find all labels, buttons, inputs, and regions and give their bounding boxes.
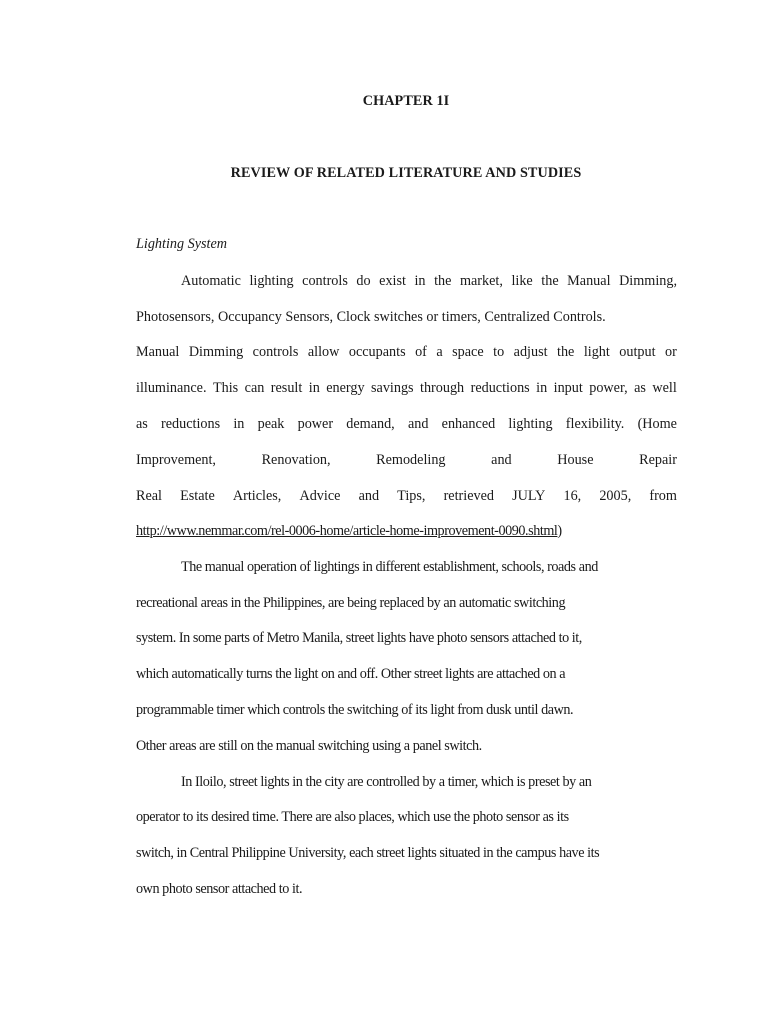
word: Dimming, (619, 273, 677, 289)
word: 16, (563, 488, 582, 504)
paragraph1-line1 (136, 271, 677, 291)
word: through (420, 380, 465, 396)
word: Articles, (232, 488, 282, 504)
word: the (434, 273, 452, 289)
word: allow (307, 344, 340, 360)
paragraph2-line5: programmable timer which controls the switching of its light from dusk until dawn. (136, 702, 574, 718)
word: lighting (249, 273, 294, 289)
reference-link[interactable]: http://www.nemmar.com/rel-0006-home/article-home-improvement-0090.shtml (136, 523, 558, 539)
chapter-title: CHAPTER 1I (362, 93, 450, 109)
paragraph3-line3: switch, in Central Philippine University, each street lights situated in the campus have its (136, 845, 600, 861)
word: Estate (180, 488, 215, 504)
word: Remodeling (376, 452, 446, 468)
paragraph3-line1: In Iloilo, street lights in the city are controlled by a timer, which is preset by an (181, 774, 592, 790)
word: in (308, 380, 320, 396)
word: as (634, 380, 646, 396)
word: and (491, 452, 512, 468)
word: like (511, 273, 533, 289)
paragraph1-line4 (136, 378, 677, 398)
word: or (665, 344, 677, 360)
word: result (270, 380, 303, 396)
word: adjust (513, 344, 548, 360)
word: in (233, 416, 245, 432)
word: Real (136, 488, 162, 504)
word: House (557, 452, 594, 468)
word: retrieved (443, 488, 494, 504)
paragraph2-line3: system. In some parts of Metro Manila, street lights have photo sensors attached to it, (136, 630, 582, 646)
word: from (649, 488, 677, 504)
paragraph1-line5 (136, 414, 677, 434)
word: Dimming (188, 344, 244, 360)
paragraph1-line6 (136, 450, 677, 470)
word: as (136, 416, 148, 432)
word: in (414, 273, 426, 289)
word: peak (257, 416, 285, 432)
word: Advice (299, 488, 341, 504)
word: and (407, 416, 429, 432)
paragraph2-line4: which automatically turns the light on and off. Other street lights are attached on a (136, 666, 566, 682)
paragraph1-url-line (136, 521, 677, 541)
word: Manual (136, 344, 180, 360)
word: reductions (470, 380, 530, 396)
word: Repair (639, 452, 677, 468)
word: the (557, 344, 575, 360)
word: Improvement, (136, 452, 216, 468)
word: Renovation, (261, 452, 331, 468)
word: output (619, 344, 656, 360)
word: power (297, 416, 334, 432)
word: input (553, 380, 583, 396)
word: light (583, 344, 610, 360)
paragraph1-line2: Photosensors, Occupancy Sensors, Clock switches or timers, Centralized Controls. (136, 309, 606, 325)
word: Automatic (181, 273, 241, 289)
word: occupants (348, 344, 406, 360)
paragraph1-line7 (136, 486, 677, 506)
word: the (541, 273, 559, 289)
word: Tips, (397, 488, 426, 504)
word: space (452, 344, 484, 360)
word: illuminance. (136, 380, 207, 396)
word: to (493, 344, 505, 360)
word: (Home (637, 416, 677, 432)
paragraph2-line6: Other areas are still on the manual switching using a panel switch. (136, 738, 482, 754)
paragraph2-line1: The manual operation of lightings in different establishment, schools, roads and (181, 559, 598, 575)
word: 2005, (599, 488, 632, 504)
word: This (212, 380, 239, 396)
word: and (358, 488, 380, 504)
word: a (436, 344, 443, 360)
paragraph3-line4: own photo sensor attached to it. (136, 881, 303, 897)
paragraph3-line2: operator to its desired time. There are also places, which use the photo sensor as its (136, 809, 569, 825)
word: energy (326, 380, 365, 396)
subheading: Lighting System (136, 236, 228, 252)
word: reductions (161, 416, 221, 432)
word: Manual (567, 273, 611, 289)
word: in (536, 380, 548, 396)
word: controls (252, 344, 299, 360)
paragraph1-line3 (136, 342, 677, 362)
word: JULY (512, 488, 546, 504)
word: demand, (346, 416, 395, 432)
word: of (415, 344, 427, 360)
word: controls (302, 273, 348, 289)
section-title: REVIEW OF RELATED LITERATURE AND STUDIES (230, 165, 582, 181)
word: well (652, 380, 677, 396)
word: savings (371, 380, 414, 396)
word: exist (379, 273, 406, 289)
closing-paren: ) (557, 523, 563, 539)
word: can (244, 380, 265, 396)
word: power, (589, 380, 628, 396)
word: do (356, 273, 371, 289)
word: market, (459, 273, 503, 289)
word: lighting (508, 416, 553, 432)
paragraph2-line2: recreational areas in the Philippines, are being replaced by an automatic switching (136, 595, 566, 611)
word: enhanced (441, 416, 496, 432)
word: flexibility. (565, 416, 625, 432)
